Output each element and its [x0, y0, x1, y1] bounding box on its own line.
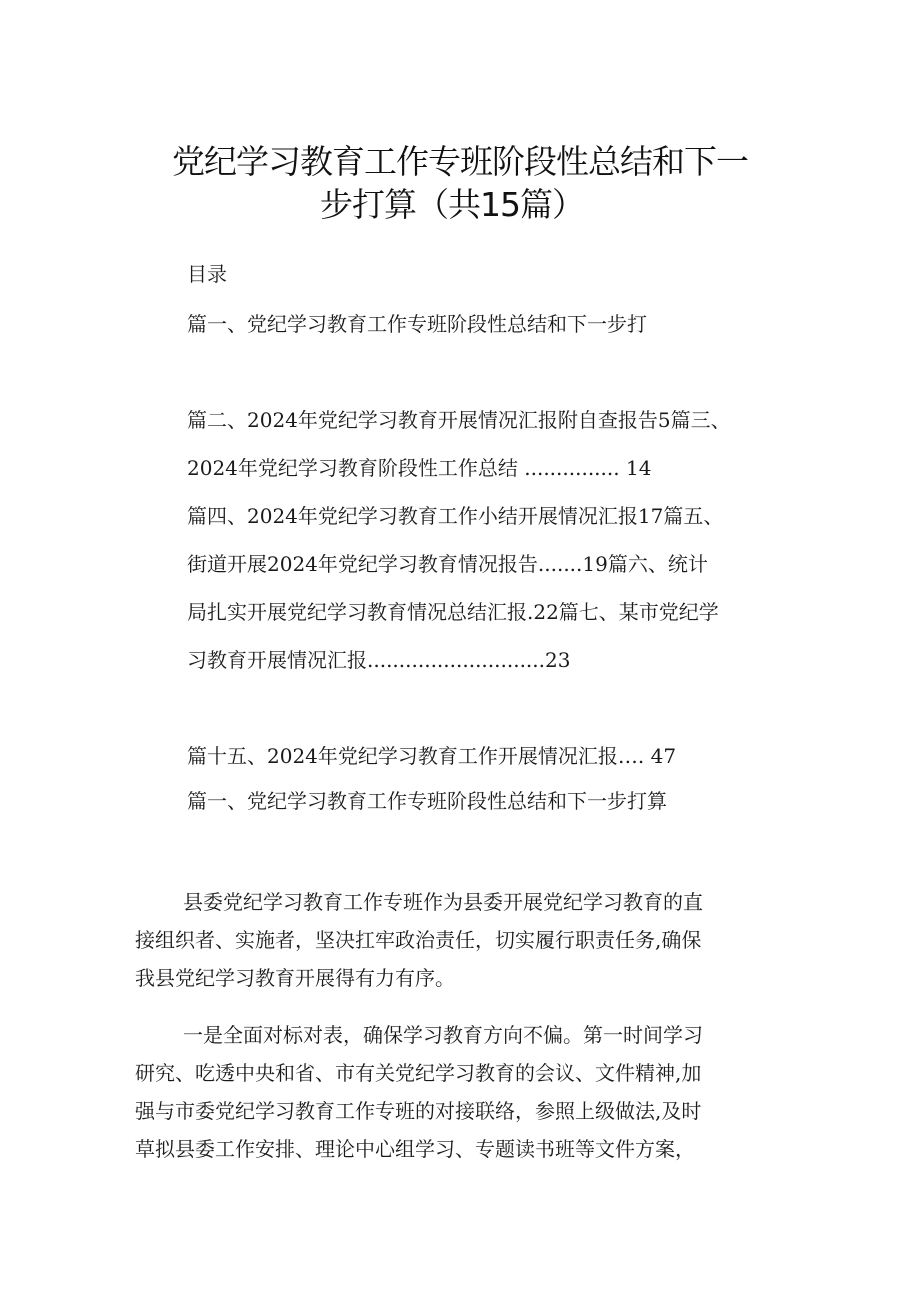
document-title-line-2: 步打算（共15篇）: [320, 185, 584, 224]
body-paragraph-1: [135, 883, 795, 997]
toc-entry: 篇二、2024年党纪学习教育开展情况汇报附自查报告5篇三、: [187, 408, 731, 432]
body-paragraph-2: [135, 1016, 795, 1168]
document-title-line-1: 党纪学习教育工作专班阶段性总结和下一: [172, 142, 748, 181]
toc-entry: 篇一、党纪学习教育工作专班阶段性总结和下一步打: [187, 312, 647, 336]
paragraph-line: 研究、吃透中央和省、市有关党纪学习教育的会议、文件精神,加: [135, 1061, 702, 1085]
section-heading: 篇一、党纪学习教育工作专班阶段性总结和下一步打算: [187, 789, 667, 813]
toc-entry: 篇十五、2024年党纪学习教育工作开展情况汇报…. 47: [187, 744, 677, 768]
paragraph-line: 接组织者、实施者，坚决扛牢政治责任，切实履行职责任务,确保: [135, 928, 702, 952]
toc-entry: 2024年党纪学习教育阶段性工作总结 ............... 14: [187, 456, 652, 480]
toc-entry: 街道开展2024年党纪学习教育情况报告.......19篇六、统计: [187, 552, 708, 576]
toc-entry: 习教育开展情况汇报............................23: [187, 648, 571, 672]
toc-entry: 局扎实开展党纪学习教育情况总结汇报.22篇七、某市党纪学: [187, 600, 719, 624]
paragraph-line: 强与市委党纪学习教育工作专班的对接联络，参照上级做法,及时: [135, 1099, 702, 1123]
toc-entry: 篇四、2024年党纪学习教育工作小结开展情况汇报17篇五、: [187, 504, 724, 528]
paragraph-line: 我县党纪学习教育开展得有力有序。: [135, 966, 455, 990]
paragraph-line: 草拟县委工作安排、理论中心组学习、专题读书班等文件方案，: [135, 1137, 695, 1161]
paragraph-line: 一是全面对标对表，确保学习教育方向不偏。第一时间学习: [183, 1023, 703, 1047]
toc-heading: 目录: [187, 262, 227, 286]
paragraph-line: 县委党纪学习教育工作专班作为县委开展党纪学习教育的直: [183, 890, 703, 914]
